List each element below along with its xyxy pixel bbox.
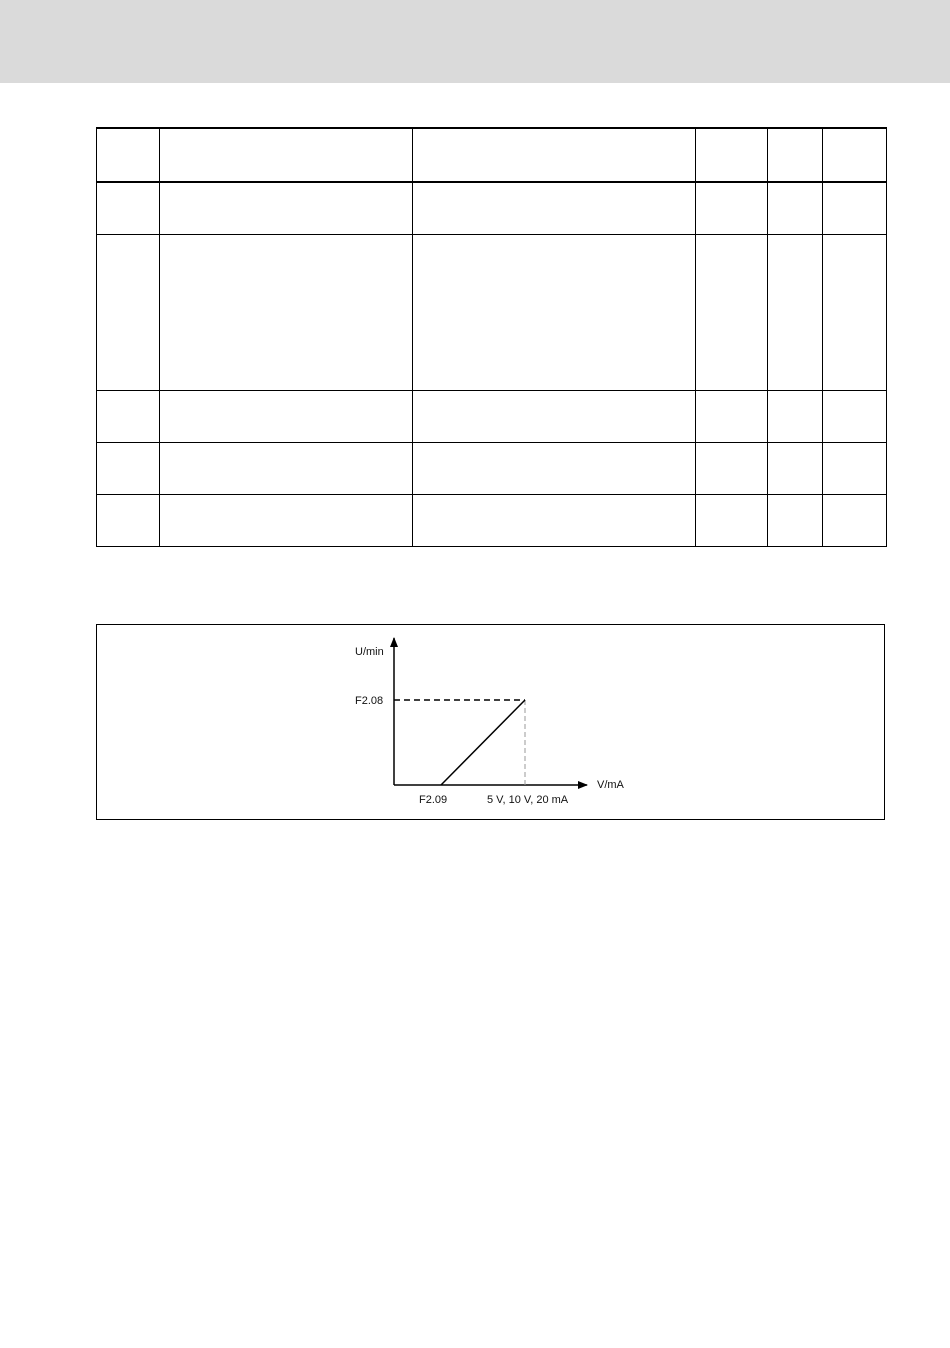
table-cell [413,390,696,442]
y-marker-label: F2.08 [355,695,384,707]
header-cell [768,128,823,182]
table-cell [413,234,696,390]
table-cell [768,182,823,234]
table-cell [696,234,768,390]
table-cell [823,234,887,390]
table-cell [160,494,413,546]
table-header-row [97,128,887,182]
table-row [97,390,887,442]
table-cell [97,442,160,494]
table-cell [97,182,160,234]
x-start-label: F2.09 [419,794,448,806]
parameter-table [96,127,887,547]
table-cell [160,234,413,390]
characteristic-line [441,700,525,785]
table-cell [768,234,823,390]
page-header-band [0,0,950,83]
table-cell [160,390,413,442]
table-cell [413,442,696,494]
table-cell [160,182,413,234]
table-cell [823,494,887,546]
characteristic-diagram [97,625,884,819]
table-row [97,442,887,494]
table-cell [696,182,768,234]
table-row [97,182,887,234]
header-cell [160,128,413,182]
table-cell [768,390,823,442]
table-cell [413,494,696,546]
table-cell [823,442,887,494]
table-cell [696,390,768,442]
table-cell [97,390,160,442]
header-cell [97,128,160,182]
table-cell [97,494,160,546]
table-cell [823,390,887,442]
table-cell [768,494,823,546]
header-cell [413,128,696,182]
header-cell [696,128,768,182]
y-axis-label: U/min [355,646,384,658]
table-cell [696,442,768,494]
table-row [97,234,887,390]
table-cell [160,442,413,494]
table-cell [768,442,823,494]
x-axis-label: V/mA [597,779,624,791]
header-cell [823,128,887,182]
table-cell [413,182,696,234]
table-cell [823,182,887,234]
characteristic-figure [96,624,885,820]
table-row [97,494,887,546]
x-end-label: 5 V, 10 V, 20 mA [487,794,569,806]
table-cell [97,234,160,390]
table-cell [696,494,768,546]
